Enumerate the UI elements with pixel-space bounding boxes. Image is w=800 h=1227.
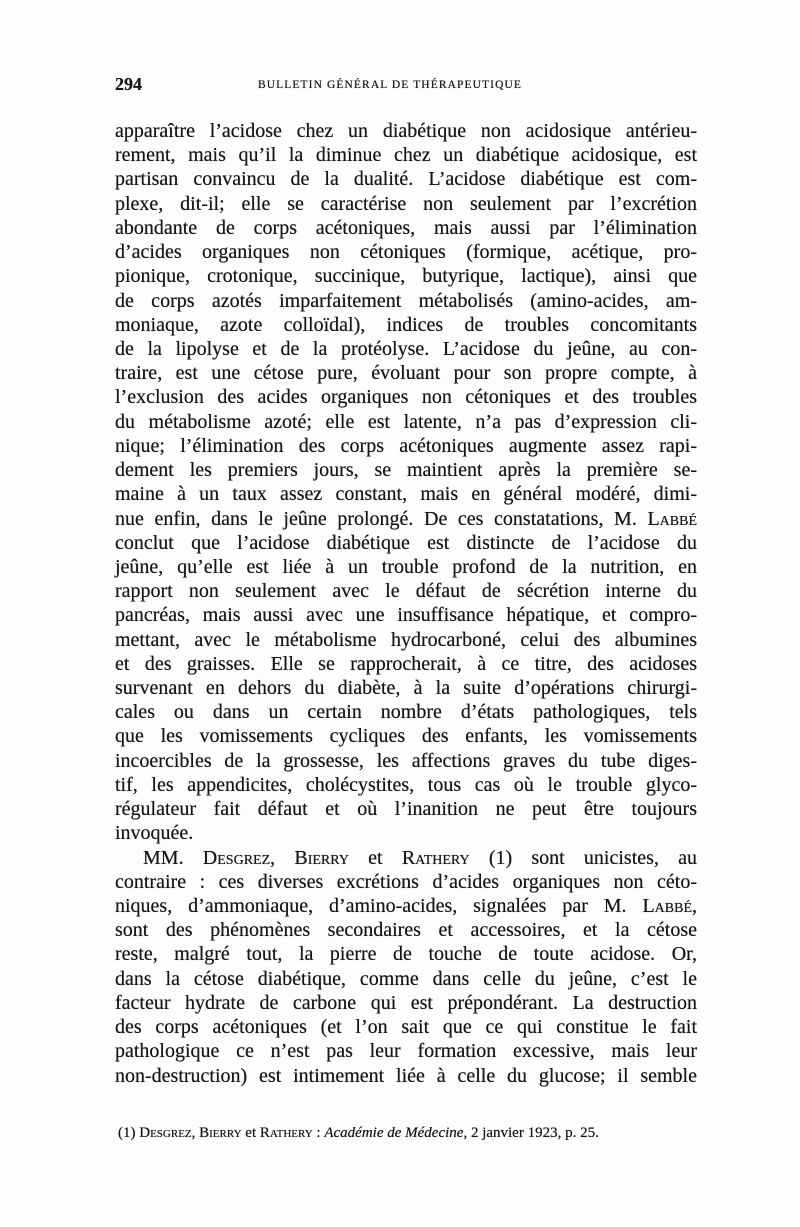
text-segment: (1): [118, 1125, 140, 1141]
text-segment: et: [241, 1125, 260, 1141]
author-name: Labbé: [642, 895, 692, 917]
text-line: pancréas, mais aussi avec une insuffisance hépatique, et compro-: [115, 604, 697, 627]
paragraph: [115, 119, 697, 846]
text-line: [115, 507, 697, 531]
text-segment: nue enfin, dans le jeûne prolongé. De ces constatations, M.: [115, 507, 648, 530]
text-line: cales ou dans un certain nombre d’états pathologiques, tels: [115, 701, 697, 724]
text-line: apparaître l’acidose chez un diabétique non acidosique antérieu-: [115, 120, 697, 142]
text-line: reste, malgré tout, la pierre de touche de toute acidose. Or,: [115, 943, 697, 966]
running-title: BULLETIN GÉNÉRAL DE THÉRAPEUTIQUE: [258, 79, 523, 91]
text-line: que les vomissements cycliques des enfants, les vomissements: [115, 725, 697, 748]
text-line: moniaque, azote colloïdal), indices de troubles concomitants: [115, 313, 697, 336]
text-line: jeûne, qu’elle est liée à un trouble profond de la nutrition, en: [115, 555, 697, 578]
text-line: dement les premiers jours, se maintient après la première se-: [115, 459, 697, 482]
text-segment: et: [348, 846, 402, 869]
text-line: [118, 1123, 700, 1143]
author-name: Labbé: [647, 507, 697, 530]
page-number: 294: [115, 74, 142, 94]
text-line: tif, les appendicites, cholécystites, tous cas où le trouble glyco-: [115, 773, 697, 796]
text-line: incoercibles de la grossesse, les affections graves du tube diges-: [115, 749, 697, 772]
text-line: du métabolisme azoté; elle est latente, n’a pas d’expression cli-: [115, 410, 697, 433]
text-segment: ,: [270, 846, 295, 869]
text-segment: niques, d’ammoniaque, d’amino-acides, signalées par M.: [115, 895, 643, 917]
text-segment: ,: [191, 1125, 200, 1141]
text-line: de corps azotés imparfaitement métabolisés (amino-acides, am-: [115, 289, 697, 312]
author-name: Rathery: [401, 846, 470, 869]
text-line: nique; l’élimination des corps acétoniques augmente assez rapi-: [115, 434, 697, 457]
text-line: plexe, dit-il; elle se caractérise non seulement par l’excrétion: [115, 192, 697, 215]
text-line: d’acides organiques non cétoniques (formique, acétique, pro-: [115, 241, 697, 264]
text-segment: MM.: [143, 846, 203, 869]
author-name: Desgrez: [139, 1125, 192, 1141]
author-name: Bierry: [294, 846, 349, 869]
text-line: contraire : ces diverses excrétions d’acides organiques non céto-: [115, 870, 697, 893]
text-line: sont des phénomènes secondaires et accessoires, et la cétose: [115, 919, 697, 942]
text-segment: (1) sont unicistes, au: [469, 846, 698, 869]
text-line: traire, est une cétose pure, évoluant pour son propre compte, à: [115, 362, 697, 385]
text-line: [115, 846, 697, 870]
text-line: dans la cétose diabétique, comme dans celle du jeûne, c’est le: [115, 967, 697, 990]
text-line: maine à un taux assez constant, mais en général modéré, dimi-: [115, 483, 697, 506]
text-line: rapport non seulement avec le défaut de sécrétion interne du: [115, 580, 697, 603]
text-line: régulateur fait défaut et où l’inanition ne peut être toujours: [115, 798, 697, 821]
author-name: Desgrez: [202, 846, 271, 869]
text-line: de la lipolyse et de la protéolyse. L’acidose du jeûne, au con-: [115, 337, 697, 360]
text-line: survenant en dehors du diabète, à la suite d’opérations chirurgi-: [115, 677, 697, 700]
text-line: mettant, avec le métabolisme hydrocarboné, celui des albumines: [115, 628, 697, 651]
author-name: Rathery: [259, 1125, 313, 1141]
journal-title: Académie de Médecine: [324, 1125, 464, 1141]
text-line: pathologique ce n’est pas leur formation excessive, mais leur: [115, 1040, 697, 1063]
author-name: Bierry: [199, 1125, 242, 1141]
text-line: et des graisses. Elle se rapprocherait, à ce titre, des acidoses: [115, 652, 697, 675]
paragraph: [115, 846, 697, 1088]
page-header: [115, 74, 697, 98]
text-line: des corps acétoniques (et l’on sait que ce qui constitue le fait: [115, 1016, 697, 1039]
text-line: non-destruction) est intimement liée à celle du glucose; il semble: [115, 1064, 697, 1087]
text-line: pionique, crotonique, succinique, butyrique, lactique), ainsi que: [115, 265, 697, 288]
text-line: invoquée.: [115, 822, 194, 845]
text-segment: ,: [692, 895, 697, 917]
text-line: conclut que l’acidose diabétique est distincte de l’acidose du: [115, 531, 697, 554]
text-segment: , 2 janvier 1923, p. 25.: [463, 1125, 599, 1141]
text-line: [115, 894, 697, 918]
text-line: facteur hydrate de carbone qui est prépondérant. La destruction: [115, 991, 697, 1014]
text-line: l’exclusion des acides organiques non cétoniques et des troubles: [115, 386, 697, 409]
text-line: partisan convaincu de la dualité. L’acidose diabétique est com-: [115, 168, 697, 191]
text-segment: :: [312, 1125, 325, 1141]
body-text: [115, 119, 697, 1088]
text-line: abondante de corps acétoniques, mais aussi par l’élimination: [115, 216, 697, 239]
text-line: rement, mais qu’il la diminue chez un diabétique acidosique, est: [115, 144, 697, 167]
footnote: [118, 1123, 700, 1143]
